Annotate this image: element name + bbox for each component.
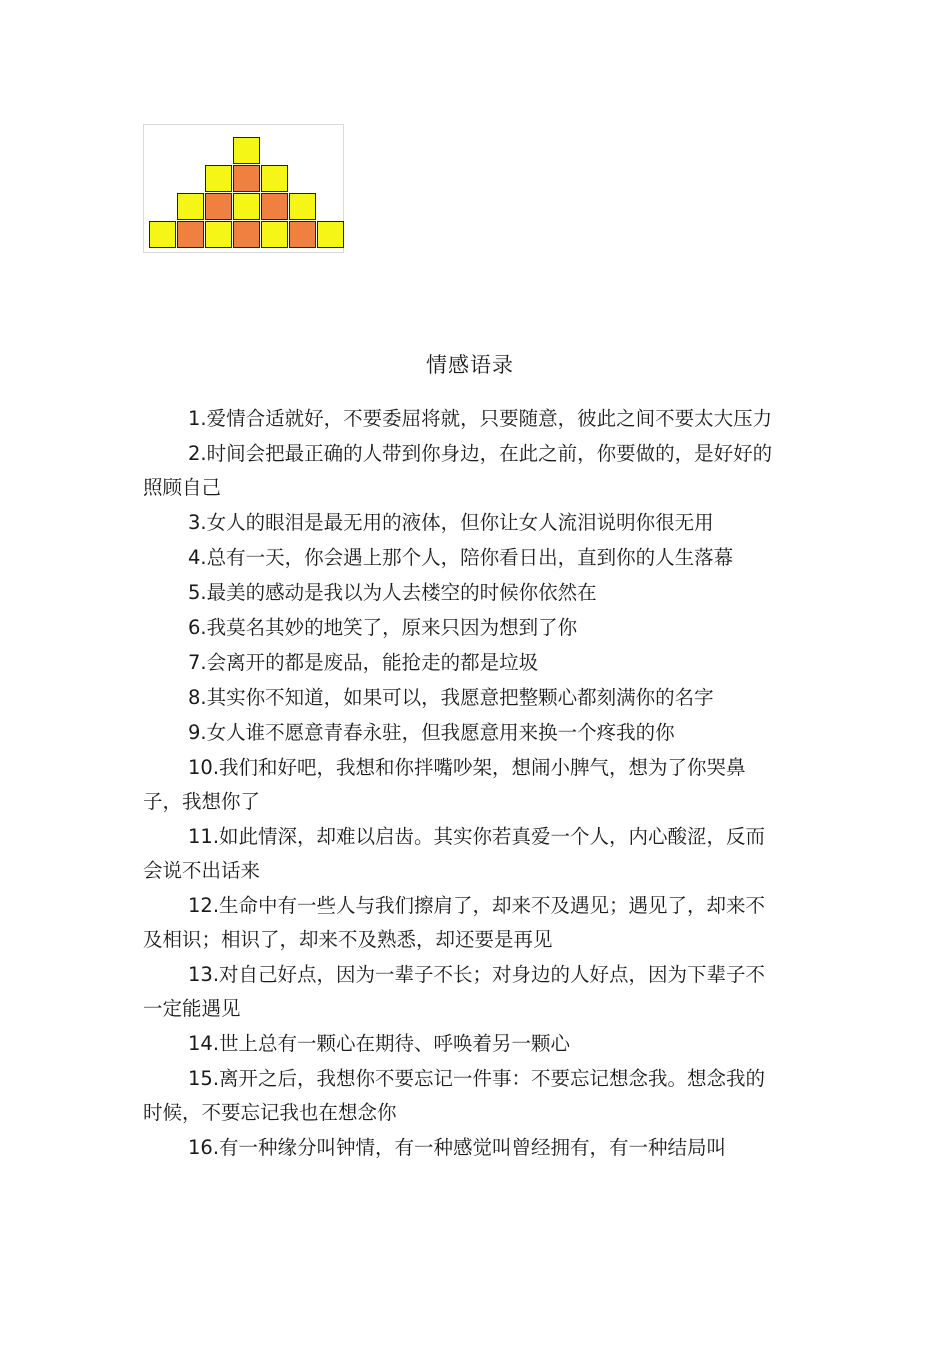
logo-block (233, 137, 260, 164)
logo-block (233, 193, 260, 220)
quote-item: 14.世上总有一颗心在期待、呼唤着另一颗心 (188, 1032, 571, 1055)
logo-block (233, 165, 260, 192)
pyramid-blocks-logo (143, 124, 344, 253)
quote-item: 7.会离开的都是废品，能抢走的都是垃圾 (188, 651, 539, 674)
page-title: 情感语录 (426, 353, 514, 377)
quote-item: 11.如此情深，却难以启齿。其实你若真爱一个人，内心酸涩，反而会说不出话来 (143, 825, 766, 882)
quote-item: 15.离开之后，我想你不要忘记一件事：不要忘记想念我。想念我的时候，不要忘记我也在想念你 (143, 1067, 766, 1124)
quote-item: 16.有一种缘分叫钟情，有一种感觉叫曾经拥有，有一种结局叫 (188, 1136, 727, 1159)
quote-item: 5.最美的感动是我以为人去楼空的时候你依然在 (188, 581, 597, 604)
quote-item: 1.爱情合适就好，不要委屈将就，只要随意，彼此之间不要太大压力 (188, 407, 773, 430)
logo-block (289, 221, 316, 248)
logo-block (177, 193, 204, 220)
logo-block (233, 221, 260, 248)
quote-item: 6.我莫名其妙的地笑了，原来只因为想到了你 (188, 616, 578, 639)
quote-item: 8.其实你不知道，如果可以，我愿意把整颗心都刻满你的名字 (188, 686, 714, 709)
quote-item: 13.对自己好点，因为一辈子不长；对身边的人好点，因为下辈子不一定能遇见 (143, 963, 766, 1020)
logo-block (261, 193, 288, 220)
logo-block (177, 221, 204, 248)
logo-block (205, 221, 232, 248)
logo-block (289, 193, 316, 220)
logo-block (317, 221, 344, 248)
logo-block (205, 193, 232, 220)
logo-block (261, 221, 288, 248)
quote-item: 3.女人的眼泪是最无用的液体，但你让女人流泪说明你很无用 (188, 511, 714, 534)
logo-block (149, 221, 176, 248)
quote-item: 4.总有一天，你会遇上那个人，陪你看日出，直到你的人生落幕 (188, 546, 734, 569)
quote-item: 12.生命中有一些人与我们擦肩了，却来不及遇见；遇见了，却来不及相识；相识了，却来不及熟悉，却还要是再见 (143, 894, 766, 951)
quote-item: 9.女人谁不愿意青春永驻，但我愿意用来换一个疼我的你 (188, 721, 675, 744)
quote-item: 2.时间会把最正确的人带到你身边，在此之前，你要做的，是好好的照顾自己 (143, 442, 773, 499)
quote-list (143, 402, 783, 1166)
quote-item: 10.我们和好吧，我想和你拌嘴吵架，想闹小脾气，想为了你哭鼻子，我想你了 (143, 756, 746, 813)
logo-block (261, 165, 288, 192)
logo-block (205, 165, 232, 192)
